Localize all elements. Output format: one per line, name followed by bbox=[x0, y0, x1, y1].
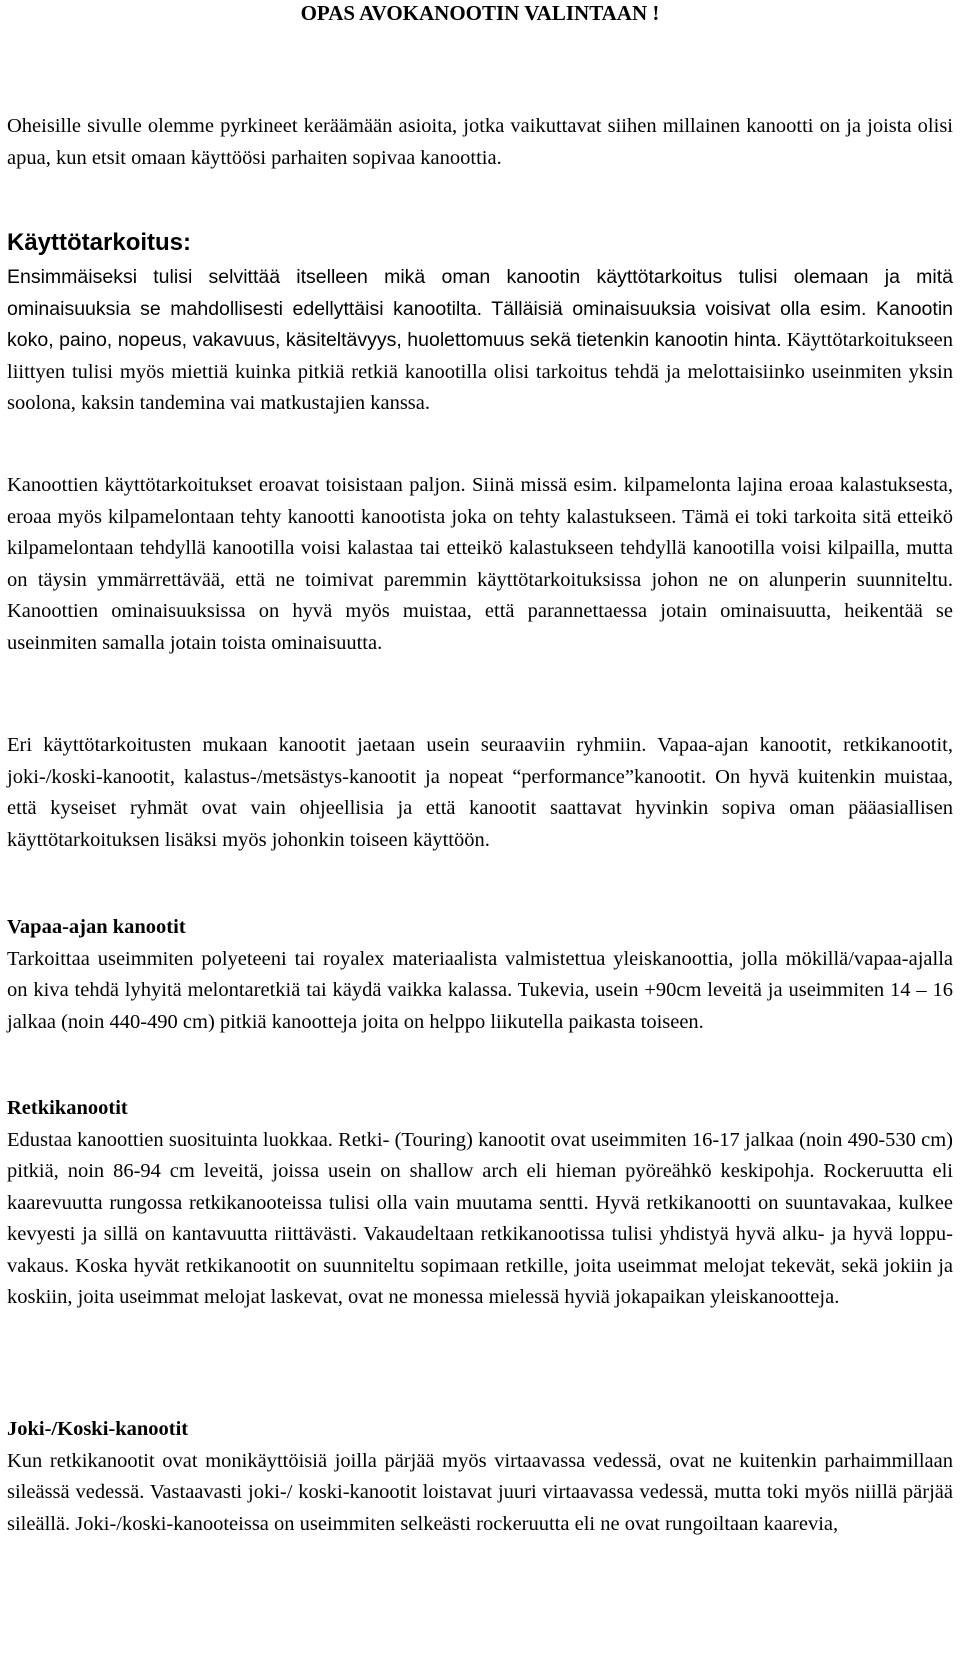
leisure-canoes-text: Tarkoittaa useimmiten polyeteeni tai royalex materiaalista valmistettua yleiskanoottia, jolla mökillä/vapaa-ajalla on kiva tehdä lyhyitä melontaretkiä tai käydä vaikka kalassa. Tukevia, usein +90cm leveitä ja useimmiten 14 – 16 jalkaa (noin 440-490 cm) pitkiä kanootteja joita on helppo liikutella paikasta toiseen. bbox=[7, 947, 953, 1033]
river-canoes-heading: Joki-/Koski-kanootit bbox=[7, 1418, 189, 1440]
section-river-canoes bbox=[7, 1414, 953, 1540]
leisure-canoes-heading: Vapaa-ajan kanootit bbox=[7, 916, 186, 938]
section-touring-canoes bbox=[7, 1093, 953, 1314]
section-leisure-canoes bbox=[7, 912, 953, 1038]
document-title: OPAS AVOKANOOTIN VALINTAAN ! bbox=[300, 1, 660, 25]
intro-paragraph: Oheisille sivulle olemme pyrkineet keräämään asioita, jotka vaikuttavat siihen millainen kanootti on ja joista olisi apua, kun etsit omaan käyttöösi parhaiten sopivaa kanoottia. bbox=[7, 115, 953, 169]
river-canoes-text: Kun retkikanootit ovat monikäyttöisiä joilla pärjää myös virtaavassa vedessä, ovat ne kuitenkin parhaimmillaan sileässä vedessä. Vastaavasti joki-/ koski-kanootit loistavat juuri virtaavassa vedessä, mutta toki myös niillä pärjää sileällä. Joki-/koski-kanooteissa on useimmiten selkeästi rockeruutta eli ne ovat rungoiltaan kaarevia, bbox=[7, 1449, 953, 1535]
touring-canoes-heading: Retkikanootit bbox=[7, 1097, 128, 1119]
touring-canoes-text: Edustaa kanoottien suosituinta luokkaa. Retki- (Touring) kanootit ovat useimmiten 16-17 jalkaa (noin 490-530 cm) pitkiä, noin 86-94 cm leveitä, joissa usein on shallow arch eli hieman pyöreähkö keskipohja. Rockeruutta eli kaarevuutta rungossa retkikanooteissa tulisi olla vain muutama sentti. Hyvä retkikanootti on suuntavakaa, kulkee kevyesti ja sillä on kantavuutta riittävästi. Vakaudeltaan retkikanootissa tulisi yhdistyä hyvä alku- ja hyvä loppu-vakaus. Koska hyvät retkikanootit on suunniteltu sopimaan retkille, joita useimmat melojat tekevät, sekä jokiin ja koskiin, joita useimmat melojat laskevat, ovat ne monessa mielessä hyviä jokapaikan yleiskanootteja. bbox=[7, 1128, 953, 1308]
differences-paragraph: Kanoottien käyttötarkoitukset eroavat toisistaan paljon. Siinä missä esim. kilpamelonta lajina eroaa kalastuksesta, eroaa myös kilpamelontaan tehty kanootti kanootista joka on tehty kalastukseen. Tämä ei toki tarkoita sitä etteikö kilpamelontaan tehdyllä kanootilla voisi kalastaa tai etteikö kalastukseen tehdyllä kanootilla voisi kilpailla, mutta on täysin ymmärrettävää, että ne toimivat paremmin käyttötarkoituksissa johon ne on alunperin suunniteltu. Kanoottien ominaisuuksissa on hyvä myös muistaa, että parannettaessa jotain ominaisuutta, heikentää se useinmiten samalla jotain toista ominaisuutta. bbox=[7, 474, 953, 654]
groups-paragraph: Eri käyttötarkoitusten mukaan kanootit jaetaan usein seuraaviin ryhmiin. Vapaa-ajan kanootit, retkikanootit, joki-/koski-kanootit, kalastus-/metsästys-kanootit ja nopeat “performance”kanootit. On hyvä kuitenkin muistaa, että kyseiset ryhmät ovat vain ohjeellisia ja että kanootit saattavat hyvinkin sopiva oman pääasiallisen käyttötarkoituksen lisäksi myös johonkin toiseen käyttöön. bbox=[7, 734, 953, 851]
purpose-heading: Käyttötarkoitus: bbox=[7, 229, 192, 256]
purpose-text-serif: Käyttötarkoitukseen liittyen tulisi myös miettiä kuinka pitkiä retkiä kanootilla olisi tarkoitus tehdä ja melottaisiinko useinmiten yksin soolona, kaksin tandemina vai matkustajien kanssa. bbox=[7, 329, 954, 414]
purpose-text-sans: Ensimmäiseksi tulisi selvittää itselleen mikä oman kanootin käyttötarkoitus tulisi olemaan ja mitä ominaisuuksia se mahdollisesti edellyttäisi kanootilta. Tälläisiä ominaisuuksia voisivat olla esim. Kanootin koko, paino, nopeus, vakavuus, käsiteltävyys, huolettomuus sekä tietenkin kanootin hinta. bbox=[7, 266, 953, 351]
purpose-section bbox=[7, 224, 953, 420]
